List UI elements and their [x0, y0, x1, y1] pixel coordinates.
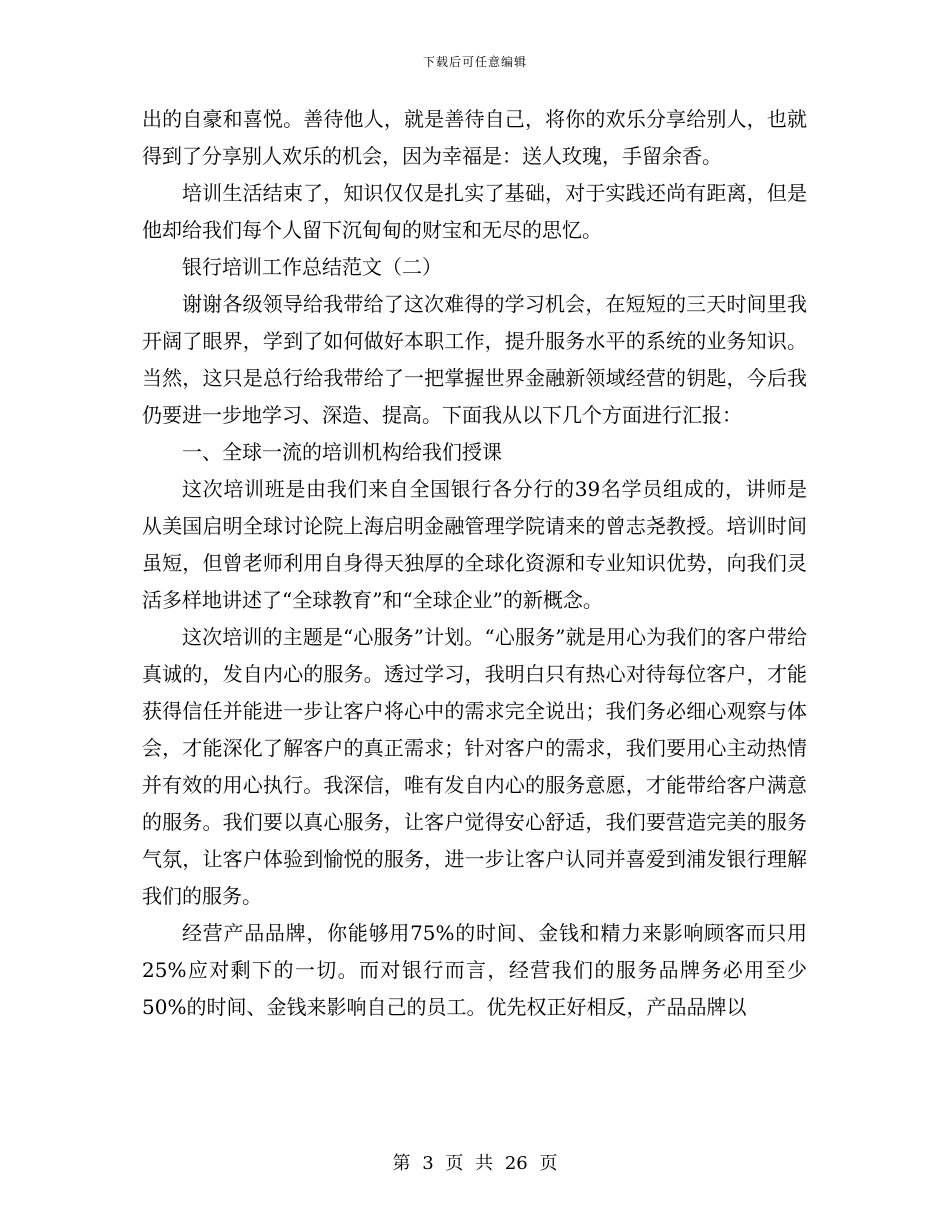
- paragraph-continued: 出的自豪和喜悦。善待他人，就是善待自己，将你的欢乐分享给别人，也就得到了分享别人欢乐的机会，因为幸福是：送人玫瑰，手留余香。: [142, 107, 807, 168]
- page-footer: 第 3 页 共 26 页: [392, 1153, 558, 1174]
- document-body: [142, 101, 807, 1026]
- paragraph: 经营产品品牌，你能够用75%的时间、金钱和精力来影响顾客而只用25%应对剩下的一切。而对银行而言，经营我们的服务品牌务必用至少50%的时间、金钱来影响自己的员工。优先权正好相反，产品品牌以: [142, 921, 807, 1019]
- paragraph: 谢谢各级领导给我带给了这次难得的学习机会，在短短的三天时间里我开阔了眼界，学到了如何做好本职工作，提升服务水平的系统的业务知识。当然，这只是总行给我带给了一把掌握世界金融新领域经营的钥匙，今后我仍要进一步地学习、深造、提高。下面我从以下几个方面进行汇报：: [142, 292, 807, 427]
- section-title: 银行培训工作总结范文（二）: [182, 255, 442, 279]
- subsection-heading: 一、全球一流的培训机构给我们授课: [182, 440, 502, 464]
- paragraph: 这次培训班是由我们来自全国银行各分行的39名学员组成的，讲师是从美国启明全球讨论院上海启明金融管理学院请来的曾志尧教授。培训时间虽短，但曾老师利用自身得天独厚的全球化资源和专业知识优势，向我们灵活多样地讲述了“全球教育”和“全球企业”的新概念。: [142, 477, 807, 612]
- paragraph: 培训生活结束了，知识仅仅是扎实了基础，对于实践还尚有距离，但是他却给我们每个人留下沉甸甸的财宝和无尽的思忆。: [142, 181, 807, 242]
- paragraph: 这次培训的主题是“心服务”计划。“心服务”就是用心为我们的客户带给真诚的，发自内心的服务。透过学习，我明白只有热心对待每位客户，才能获得信任并能进一步让客户将心中的需求完全说出；我们务必细心观察与体会，才能深化了解客户的真正需求；针对客户的需求，我们要用心主动热情并有效的用心执行。我深信，唯有发自内心的服务意愿，才能带给客户满意的服务。我们要以真心服务，让客户觉得安心舒适，我们要营造完美的服务气氛，让客户体验到愉悦的服务，进一步让客户认同并喜爱到浦发银行理解我们的服务。: [142, 625, 807, 908]
- page-header: 下载后可任意编辑: [422, 55, 527, 69]
